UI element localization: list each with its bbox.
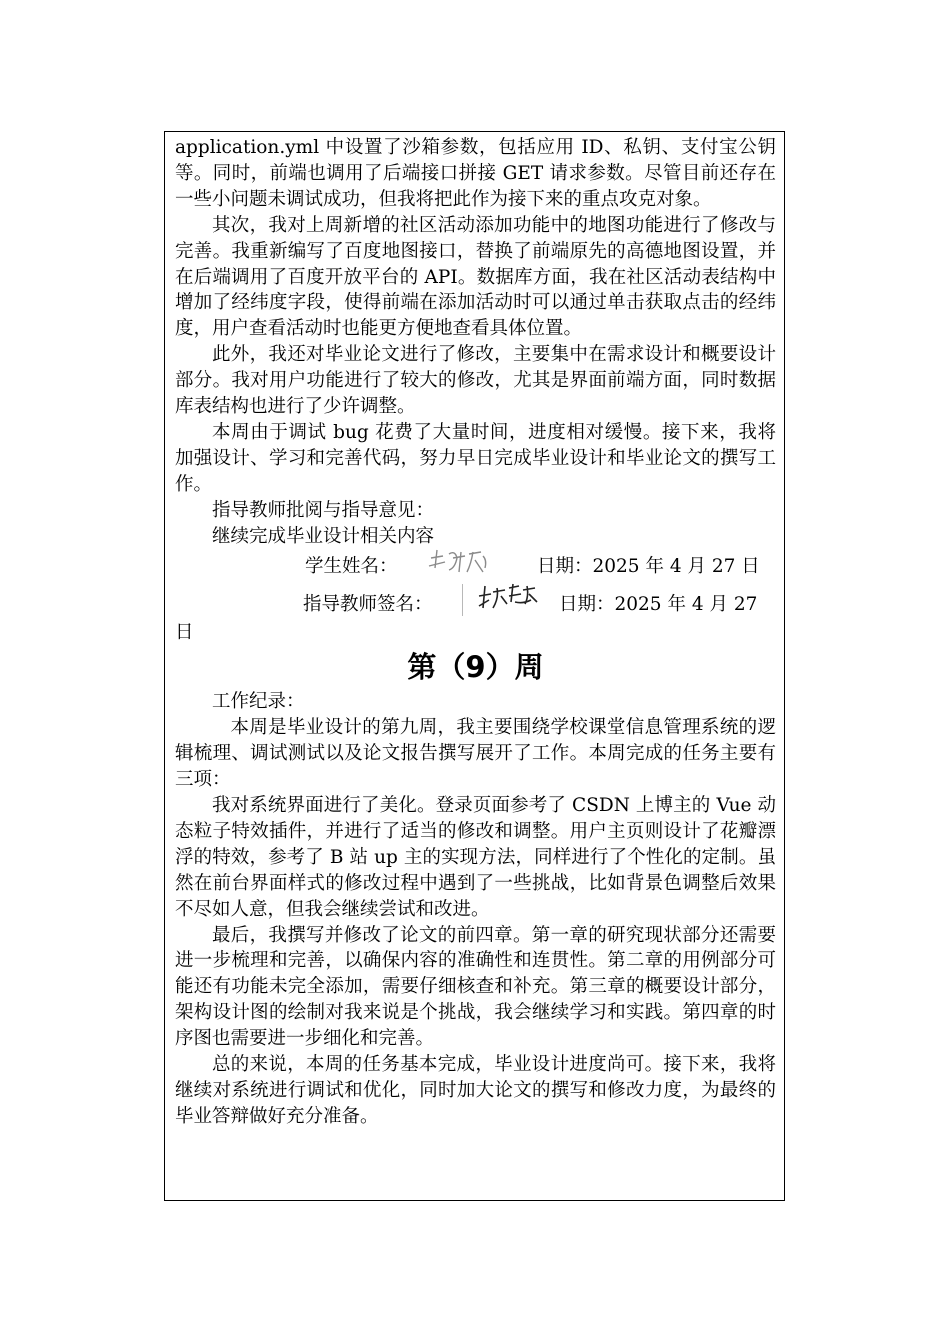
paragraph: 其次，我对上周新增的社区活动添加功能中的地图功能进行了修改与完善。我重新编写了百度地图接口，替换了前端原先的高德地图设置，并在后端调用了百度开放平台的 API。数据库方面，我在社区活动表结构中增加了经纬度字段，使得前端在添加活动时可以通过单击获取点击的经纬度，用户查看活动时也能更方便地查看具体位置。: [175, 214, 776, 340]
paragraph: 最后，我撰写并修改了论文的前四章。第一章的研究现状部分还需要进一步梳理和完善，以确保内容的准确性和连贯性。第二章的用例部分可能还有功能未完全添加，需要仔细核查和补充。第三章的概要设计部分，架构设计图的绘制对我来说是个挑战，我会继续学习和实践。第四章的时序图也需要进一步细化和完善。: [175, 924, 776, 1050]
paragraph: application.yml 中设置了沙箱参数，包括应用 ID、私钥、支付宝公钥等。同时，前端也调用了后端接口拼接 GET 请求参数。尽管目前还存在一些小问题未调试成功，但我将把此作为接下来的重点攻克对象。: [175, 137, 776, 210]
report-table-cell: [164, 131, 785, 1201]
teacher-signature-row: [175, 584, 776, 620]
report-content: [175, 135, 776, 1130]
teacher-date-tail: 日: [175, 621, 194, 643]
advisor-comment: 继续完成毕业设计相关内容: [212, 525, 435, 547]
paragraph: 本周是毕业设计的第九周，我主要围绕学校课堂信息管理系统的逻辑梳理、调试测试以及论文报告撰写展开了工作。本周完成的任务主要有三项：: [175, 717, 776, 791]
paragraph: 此外，我还对毕业论文进行了修改，主要集中在需求设计和概要设计部分。我对用户功能进行了较大的修改，尤其是界面前端方面，同时数据库表结构也进行了少许调整。: [175, 344, 776, 418]
teacher-sign-label: 指导教师签名：: [303, 593, 433, 615]
advisor-label: 指导教师批阅与指导意见：: [212, 499, 435, 521]
student-date: 日期：2025 年 4 月 27 日: [537, 555, 760, 577]
signature-divider: [462, 584, 463, 616]
teacher-date: 日期：2025 年 4 月 27: [559, 593, 758, 615]
teacher-handwritten-signature: [475, 582, 545, 616]
paragraph: 我对系统界面进行了美化。登录页面参考了 CSDN 上博主的 Vue 动态粒子特效插件，并进行了适当的修改和调整。用户主页则设计了花瓣漂浮的特效，参考了 B 站 up 主的实现方法，同样进行了个性化的定制。虽然在前台界面样式的修改过程中遇到了一些挑战，比如背景色调整后效果不尽如人意，但我会继续尝试和改进。: [175, 795, 776, 920]
student-name-label: 学生姓名：: [305, 555, 398, 577]
student-handwritten-signature: [425, 546, 505, 580]
paragraph: 本周由于调试 bug 花费了大量时间，进度相对缓慢。接下来，我将加强设计、学习和完善代码，努力早日完成毕业设计和毕业论文的撰写工作。: [175, 421, 776, 495]
paragraph: 总的来说，本周的任务基本完成，毕业设计进度尚可。接下来，我将继续对系统进行调试和优化，同时加大论文的撰写和修改力度，为最终的毕业答辩做好充分准备。: [175, 1054, 776, 1127]
week-title: 第（9）周: [407, 650, 544, 685]
student-signature-row: [175, 550, 776, 584]
work-record-label: 工作纪录：: [212, 691, 305, 713]
